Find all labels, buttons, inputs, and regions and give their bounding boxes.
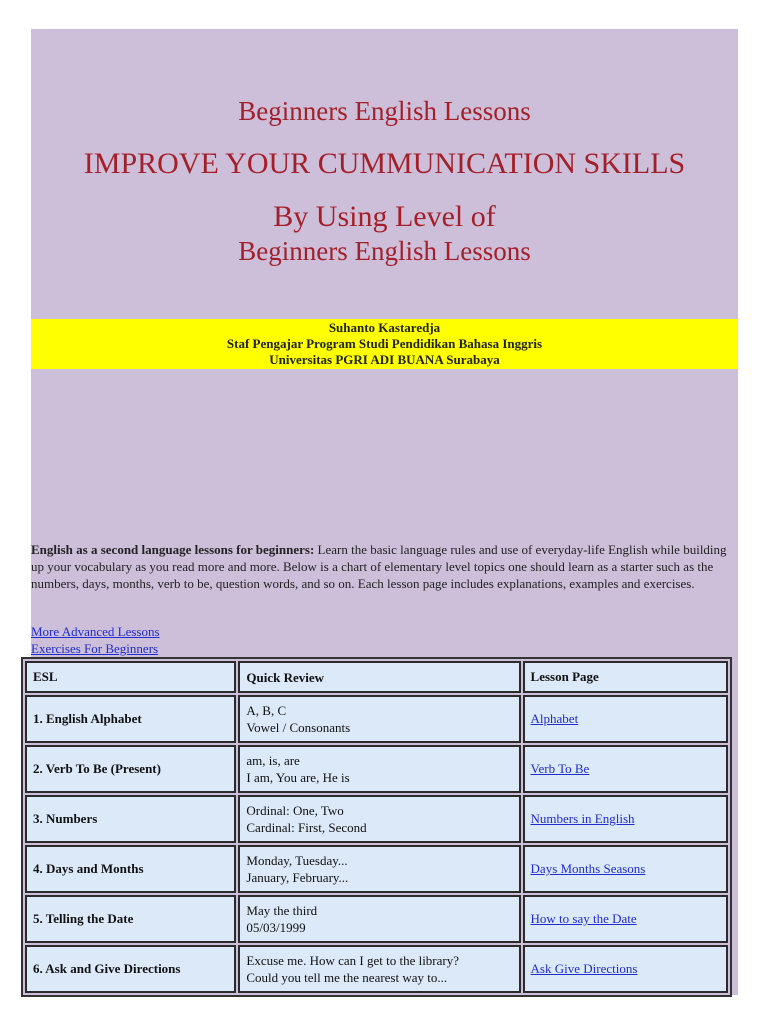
lesson-cell xyxy=(523,745,728,793)
author-position: Staf Pengajar Program Studi Pendidikan Bahasa Inggris xyxy=(226,336,543,351)
review-line-2: Cardinal: First, Second xyxy=(246,820,367,835)
table-row xyxy=(25,845,728,893)
intro-lead: English as a second language lessons for beginners: xyxy=(31,542,315,557)
review-cell xyxy=(238,895,520,943)
lesson-link-date[interactable]: How to say the Date xyxy=(530,911,637,926)
review-line-1: am, is, are xyxy=(246,753,300,768)
table-row xyxy=(25,895,728,943)
lesson-cell xyxy=(523,945,728,993)
table-row xyxy=(25,795,728,843)
author-university: Universitas PGRI ADI BUANA Surabaya xyxy=(269,352,500,367)
table-header-row xyxy=(25,661,728,693)
header-lesson-page: Lesson Page xyxy=(523,661,728,693)
lesson-cell xyxy=(523,895,728,943)
review-line-2: Could you tell me the nearest way to... xyxy=(246,970,448,985)
topic-cell: 3. Numbers xyxy=(25,795,236,843)
review-line-1: Monday, Tuesday... xyxy=(246,853,348,868)
intro-text: Learn the basic language rules and use of everyday-life English while building up your vocabulary as you read more and more. Below is a chart of elementary level topics one should learn as a starter such as the numbers, days, months, verb to be, question words, and so on. Each lesson page includes explanations, examples and exercises. xyxy=(31,542,727,591)
review-line-2: Vowel / Consonants xyxy=(246,720,351,735)
header-esl: ESL xyxy=(25,661,236,693)
lesson-link-days-months[interactable]: Days Months Seasons xyxy=(530,861,646,876)
title-line-2: IMPROVE YOUR CUMMUNICATION SKILLS xyxy=(83,147,686,180)
table-row xyxy=(25,695,728,743)
title-line-1: Beginners English Lessons xyxy=(238,96,531,126)
lesson-link-directions[interactable]: Ask Give Directions xyxy=(530,961,638,976)
review-cell xyxy=(238,795,520,843)
topic-cell: 6. Ask and Give Directions xyxy=(25,945,236,993)
table-row xyxy=(25,945,728,993)
more-advanced-lessons-link[interactable]: More Advanced Lessons xyxy=(31,624,160,639)
lesson-link-alphabet[interactable]: Alphabet xyxy=(530,711,579,726)
lesson-links xyxy=(31,623,160,657)
lessons-table xyxy=(21,657,732,997)
review-line-2: I am, You are, He is xyxy=(246,770,350,785)
topic-cell: 5. Telling the Date xyxy=(25,895,236,943)
review-cell xyxy=(238,845,520,893)
review-cell xyxy=(238,945,520,993)
lesson-cell xyxy=(523,695,728,743)
topic-cell: 4. Days and Months xyxy=(25,845,236,893)
author-name: Suhanto Kastaredja xyxy=(328,320,441,335)
review-line-2: 05/03/1999 xyxy=(246,920,306,935)
page-content xyxy=(31,29,738,995)
table-row xyxy=(25,745,728,793)
review-line-1: Excuse me. How can I get to the library? xyxy=(246,953,460,968)
lesson-link-verb-to-be[interactable]: Verb To Be xyxy=(530,761,590,776)
topic-cell: 1. English Alphabet xyxy=(25,695,236,743)
exercises-for-beginners-link[interactable]: Exercises For Beginners xyxy=(31,641,159,656)
review-line-1: Ordinal: One, Two xyxy=(246,803,344,818)
review-line-1: May the third xyxy=(246,903,318,918)
review-line-2: January, February... xyxy=(246,870,349,885)
lesson-link-numbers[interactable]: Numbers in English xyxy=(530,811,635,826)
topic-cell: 2. Verb To Be (Present) xyxy=(25,745,236,793)
title-line-4: Beginners English Lessons xyxy=(238,236,531,266)
lesson-cell xyxy=(523,845,728,893)
review-line-1: A, B, C xyxy=(246,703,287,718)
title-line-3: By Using Level of xyxy=(273,200,496,233)
review-cell xyxy=(238,745,520,793)
lesson-cell xyxy=(523,795,728,843)
intro-paragraph xyxy=(31,541,731,592)
review-cell xyxy=(238,695,520,743)
header-quick-review: Quick Review xyxy=(238,661,520,693)
author-band xyxy=(31,319,738,369)
